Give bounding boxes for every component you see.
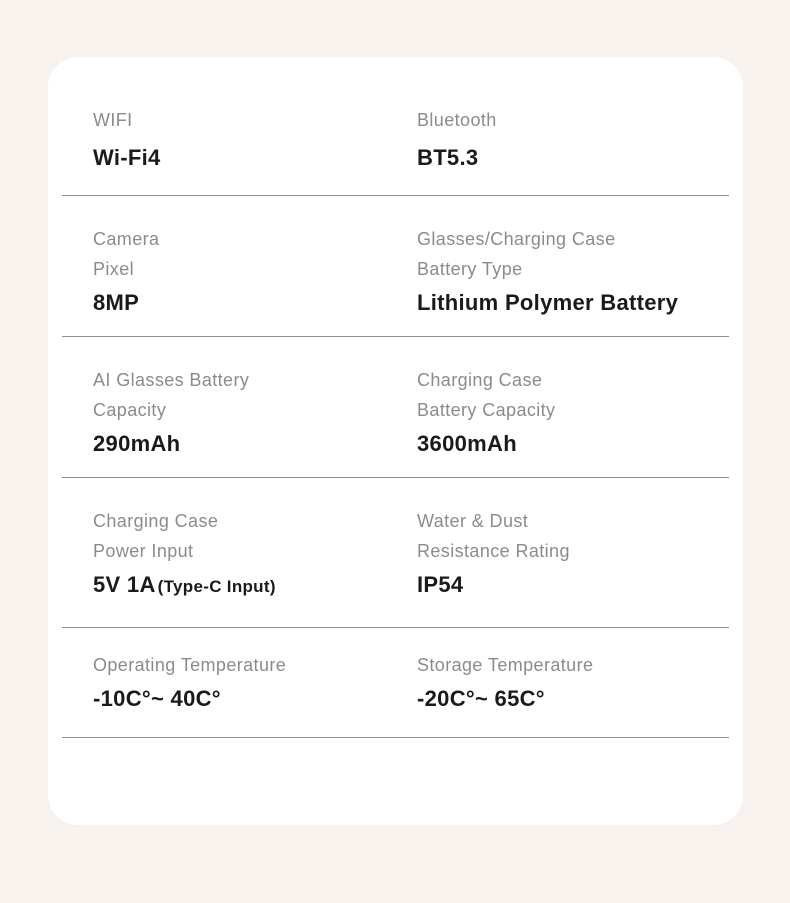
spec-card	[48, 57, 743, 825]
spec-value-main: 5V 1A	[93, 572, 156, 597]
spec-label: WIFI	[93, 110, 133, 130]
spec-value: 8MP	[93, 290, 140, 315]
spec-cell-camera-pixel	[62, 224, 417, 336]
spec-label: Glasses/Charging Case	[417, 229, 616, 249]
spec-cell-battery-type	[417, 224, 729, 336]
spec-value: -20C°~ 65C°	[417, 686, 545, 711]
spec-label: Charging Case	[93, 511, 219, 531]
spec-label: Power Input	[93, 541, 194, 561]
spec-rows-container	[62, 57, 729, 738]
spec-label: AI Glasses Battery	[93, 370, 250, 390]
spec-row-camera-and-battery-type	[62, 196, 729, 337]
spec-label: Battery Capacity	[417, 400, 556, 420]
spec-cell-storage-temperature	[417, 650, 729, 737]
spec-label: Pixel	[93, 259, 135, 279]
spec-value	[93, 570, 417, 602]
spec-row-battery-capacity	[62, 337, 729, 478]
spec-value: IP54	[417, 572, 464, 597]
spec-label: Bluetooth	[417, 110, 497, 130]
spec-label: Storage Temperature	[417, 655, 594, 675]
spec-cell-wifi	[62, 105, 417, 195]
spec-row-temperature	[62, 628, 729, 738]
spec-value: 290mAh	[93, 431, 181, 456]
spec-value: Wi-Fi4	[93, 145, 161, 170]
spec-cell-glasses-battery-capacity	[62, 365, 417, 477]
spec-label: Operating Temperature	[93, 655, 287, 675]
spec-label: Water & Dust	[417, 511, 529, 531]
spec-cell-case-battery-capacity	[417, 365, 729, 477]
spec-label: Camera	[93, 229, 160, 249]
spec-cell-operating-temperature	[62, 650, 417, 737]
spec-value-suffix: (Type-C Input)	[157, 577, 276, 596]
spec-row-wireless	[62, 57, 729, 196]
spec-label: Capacity	[93, 400, 167, 420]
spec-label: Resistance Rating	[417, 541, 570, 561]
spec-value: 3600mAh	[417, 431, 517, 456]
spec-label: Charging Case	[417, 370, 543, 390]
spec-cell-bluetooth	[417, 105, 729, 195]
spec-value: -10C°~ 40C°	[93, 686, 221, 711]
spec-cell-water-dust-rating	[417, 506, 729, 627]
spec-row-power-input-and-resistance	[62, 478, 729, 628]
spec-cell-power-input	[62, 506, 417, 627]
spec-value: Lithium Polymer Battery	[417, 290, 679, 315]
spec-label: Battery Type	[417, 259, 523, 279]
spec-value: BT5.3	[417, 145, 479, 170]
